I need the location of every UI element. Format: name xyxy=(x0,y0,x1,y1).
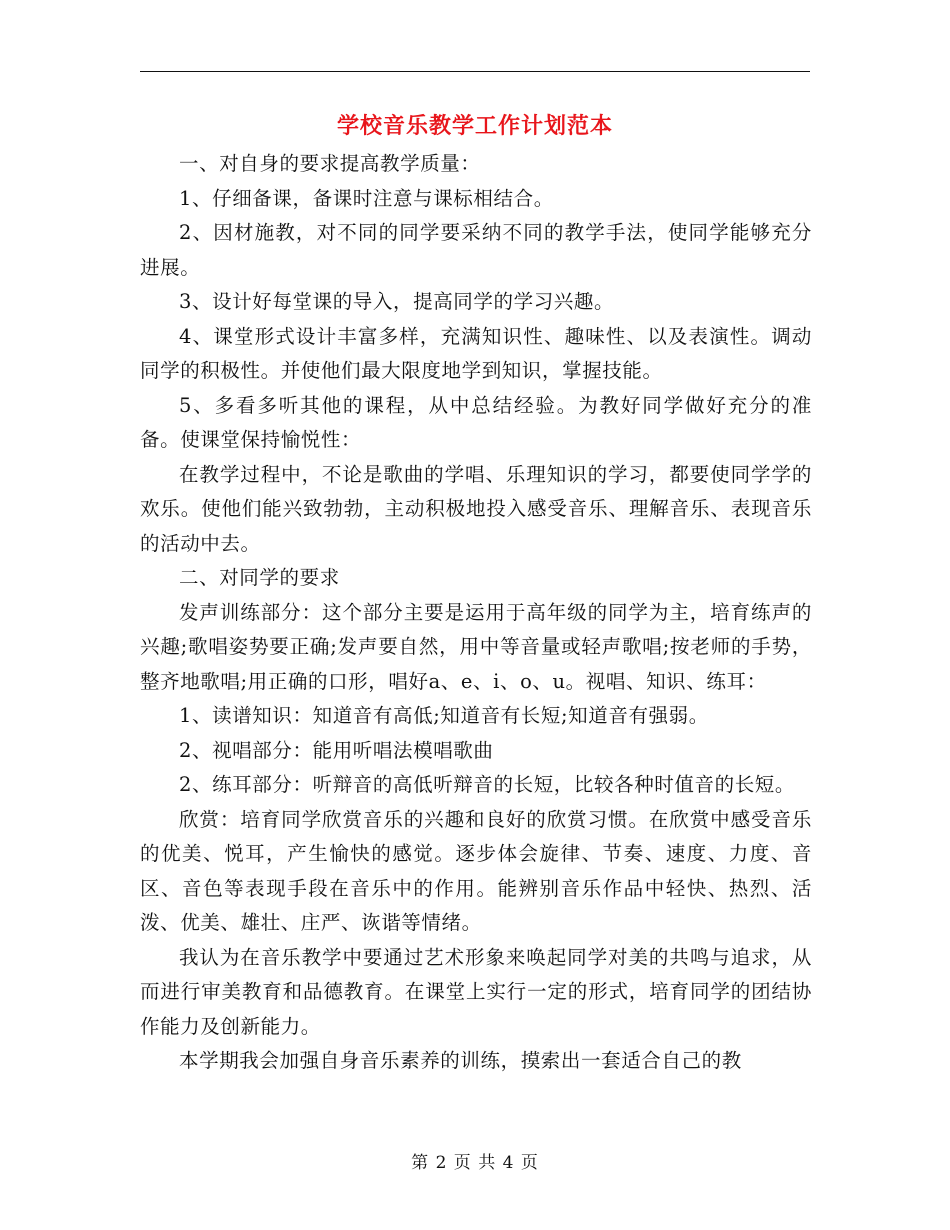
header-rule xyxy=(140,71,810,72)
body-paragraph: 4、课堂形式设计丰富多样，充满知识性、趣味性、以及表演性。调动同学的积极性。并使他们最大限度地学到知识，掌握技能。 xyxy=(140,324,812,382)
body-paragraph: 2、因材施教，对不同的同学要采纳不同的教学手法，使同学能够充分进展。 xyxy=(140,221,812,279)
body-paragraph: 3、设计好每堂课的导入，提高同学的学习兴趣。 xyxy=(179,290,615,313)
body-paragraph: 我认为在音乐教学中要通过艺术形象来唤起同学对美的共鸣与追求，从而进行审美教育和品德教育。在课堂上实行一定的形式，培育同学的团结协作能力及创新能力。 xyxy=(140,945,812,1038)
body-paragraph: 发声训练部分：这个部分主要是运用于高年级的同学为主，培育练声的兴趣;歌唱姿势要正确;发声要自然，用中等音量或轻声歌唱;按老师的手势，整齐地歌唱;用正确的口形，唱好a、e、i、o、u。视唱、知识、练耳： xyxy=(140,600,812,693)
body-paragraph: 5、多看多听其他的课程，从中总结经验。为教好同学做好充分的准备。使课堂保持愉悦性： xyxy=(140,393,812,451)
body-paragraph: 在教学过程中，不论是歌曲的学唱、乐理知识的学习，都要使同学学的欢乐。使他们能兴致勃勃，主动积极地投入感受音乐、理解音乐、表现音乐的活动中去。 xyxy=(140,462,812,555)
body-paragraph: 1、读谱知识：知道音有高低;知道音有长短;知道音有强弱。 xyxy=(179,704,709,727)
body-paragraph: 2、视唱部分：能用听唱法模唱歌曲 xyxy=(179,738,494,762)
page-number-footer: 第 2 页 共 4 页 xyxy=(411,1153,539,1173)
body-paragraph: 一、对自身的要求提高教学质量： xyxy=(179,152,481,175)
body-paragraph: 欣赏：培育同学欣赏音乐的兴趣和良好的欣赏习惯。在欣赏中感受音乐的优美、悦耳，产生愉快的感觉。逐步体会旋律、节奏、速度、力度、音区、音色等表现手段在音乐中的作用。能辨别音乐作品中轻快、热烈、活泼、优美、雄壮、庄严、诙谐等情绪。 xyxy=(140,807,812,934)
body-paragraph: 二、对同学的要求 xyxy=(179,566,340,589)
body-paragraph: 1、仔细备课，备课时注意与课标相结合。 xyxy=(179,186,554,210)
body-paragraph: 2、练耳部分：听辩音的高低听辩音的长短，比较各种时值音的长短。 xyxy=(179,773,796,796)
document-title: 学校音乐教学工作计划范本 xyxy=(336,113,613,139)
document-body xyxy=(140,147,812,1079)
body-paragraph: 本学期我会加强自身音乐素养的训练，摸索出一套适合自己的教 xyxy=(179,1049,742,1072)
